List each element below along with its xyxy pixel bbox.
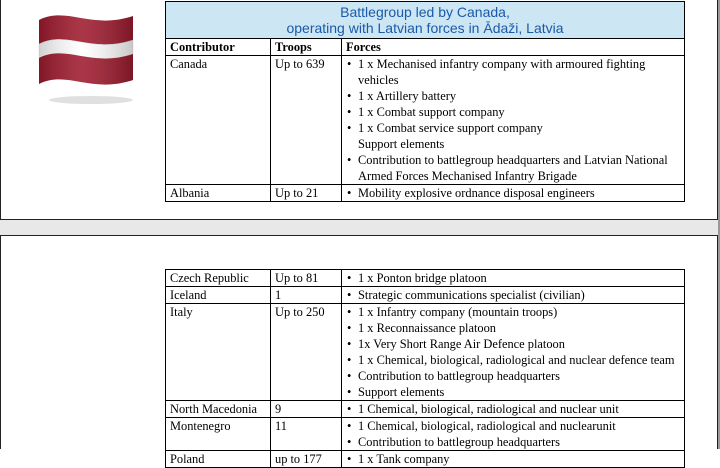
force-item: • 1 x Tank company (346, 451, 680, 467)
forces-cell (342, 185, 685, 202)
forces-cell (342, 451, 685, 468)
table-row (166, 185, 685, 202)
header-troops: Troops (271, 39, 342, 56)
contributor-cell: Poland (166, 451, 271, 468)
force-item: • Contribution to battlegroup headquarters and Latvian National Armed Forces Mechanised Infantry Brigade (346, 152, 680, 184)
forces-cell (342, 287, 685, 304)
table-row (166, 304, 685, 401)
force-item: • 1 x Chemical, biological, radiological and nuclear defence team (346, 352, 680, 368)
force-item: Support elements (358, 137, 445, 151)
troops-cell: up to 177 (271, 451, 342, 468)
page-gap (0, 220, 720, 235)
force-item: • 1 x Infantry company (mountain troops) (346, 304, 680, 320)
contributor-cell: Canada (166, 56, 271, 185)
header-row (166, 39, 685, 56)
document-page-1 (0, 0, 718, 220)
banner-row (166, 2, 685, 39)
force-item: • 1 x Ponton bridge platoon (346, 270, 680, 286)
table-row (166, 56, 685, 185)
force-item: • Strategic communications specialist (civilian) (346, 287, 680, 303)
forces-list (346, 56, 680, 184)
document-page-2 (0, 235, 718, 466)
header-contributor: Contributor (166, 39, 271, 56)
battlegroup-table (165, 1, 685, 202)
troops-cell: Up to 21 (271, 185, 342, 202)
forces-list (346, 304, 680, 400)
troops-cell: Up to 81 (271, 270, 342, 287)
force-item: • Contribution to battlegroup headquarters (346, 368, 680, 384)
troops-cell: Up to 639 (271, 56, 342, 185)
table-banner (166, 2, 685, 39)
forces-list (346, 185, 680, 201)
table-row (166, 287, 685, 304)
force-item: • 1 Chemical, biological, radiological and nuclear unit (346, 401, 680, 417)
contributor-cell: Montenegro (166, 418, 271, 451)
forces-list (346, 401, 680, 417)
contributor-cell: North Macedonia (166, 401, 271, 418)
force-item: • 1 x Mechanised infantry company with armoured fighting vehicles (346, 56, 680, 88)
table-row (166, 270, 685, 287)
forces-list (346, 287, 680, 303)
forces-cell (342, 270, 685, 287)
table-body-page-2 (166, 270, 685, 468)
contributor-cell: Albania (166, 185, 271, 202)
table-row (166, 401, 685, 418)
header-forces: Forces (342, 39, 685, 56)
force-item: • Contribution to battlegroup headquarters (346, 434, 680, 450)
forces-cell (342, 401, 685, 418)
troops-cell: 1 (271, 287, 342, 304)
forces-cell (342, 418, 685, 451)
contributor-cell: Czech Republic (166, 270, 271, 287)
table-row (166, 418, 685, 451)
table-row (166, 451, 685, 468)
contributor-cell: Iceland (166, 287, 271, 304)
forces-cell (342, 304, 685, 401)
troops-cell: 9 (271, 401, 342, 418)
table-body-page-1 (166, 56, 685, 202)
force-item: • 1 x Artillery battery (346, 88, 680, 104)
banner-line-2: operating with Latvian forces in Ādaži, Latvia (286, 20, 564, 36)
force-item: • 1x Very Short Range Air Defence platoon (346, 336, 680, 352)
force-item: • 1 Chemical, biological, radiological and nuclearunit (346, 418, 680, 434)
troops-cell: 11 (271, 418, 342, 451)
contributor-cell: Italy (166, 304, 271, 401)
force-item: • 1 x Reconnaissance platoon (346, 320, 680, 336)
latvia-flag-icon (29, 8, 141, 106)
force-item: • Mobility explosive ordnance disposal engineers (346, 185, 680, 201)
force-item: • 1 x Combat service support company (346, 120, 680, 136)
forces-list (346, 418, 680, 450)
forces-list (346, 270, 680, 286)
force-item: • 1 x Combat support company (346, 104, 680, 120)
continued-table (165, 269, 685, 468)
forces-cell (342, 56, 685, 185)
force-item: • Support elements (346, 384, 680, 400)
banner-line-1: Battlegroup led by Canada, (340, 4, 510, 20)
forces-list (346, 451, 680, 467)
troops-cell: Up to 250 (271, 304, 342, 401)
